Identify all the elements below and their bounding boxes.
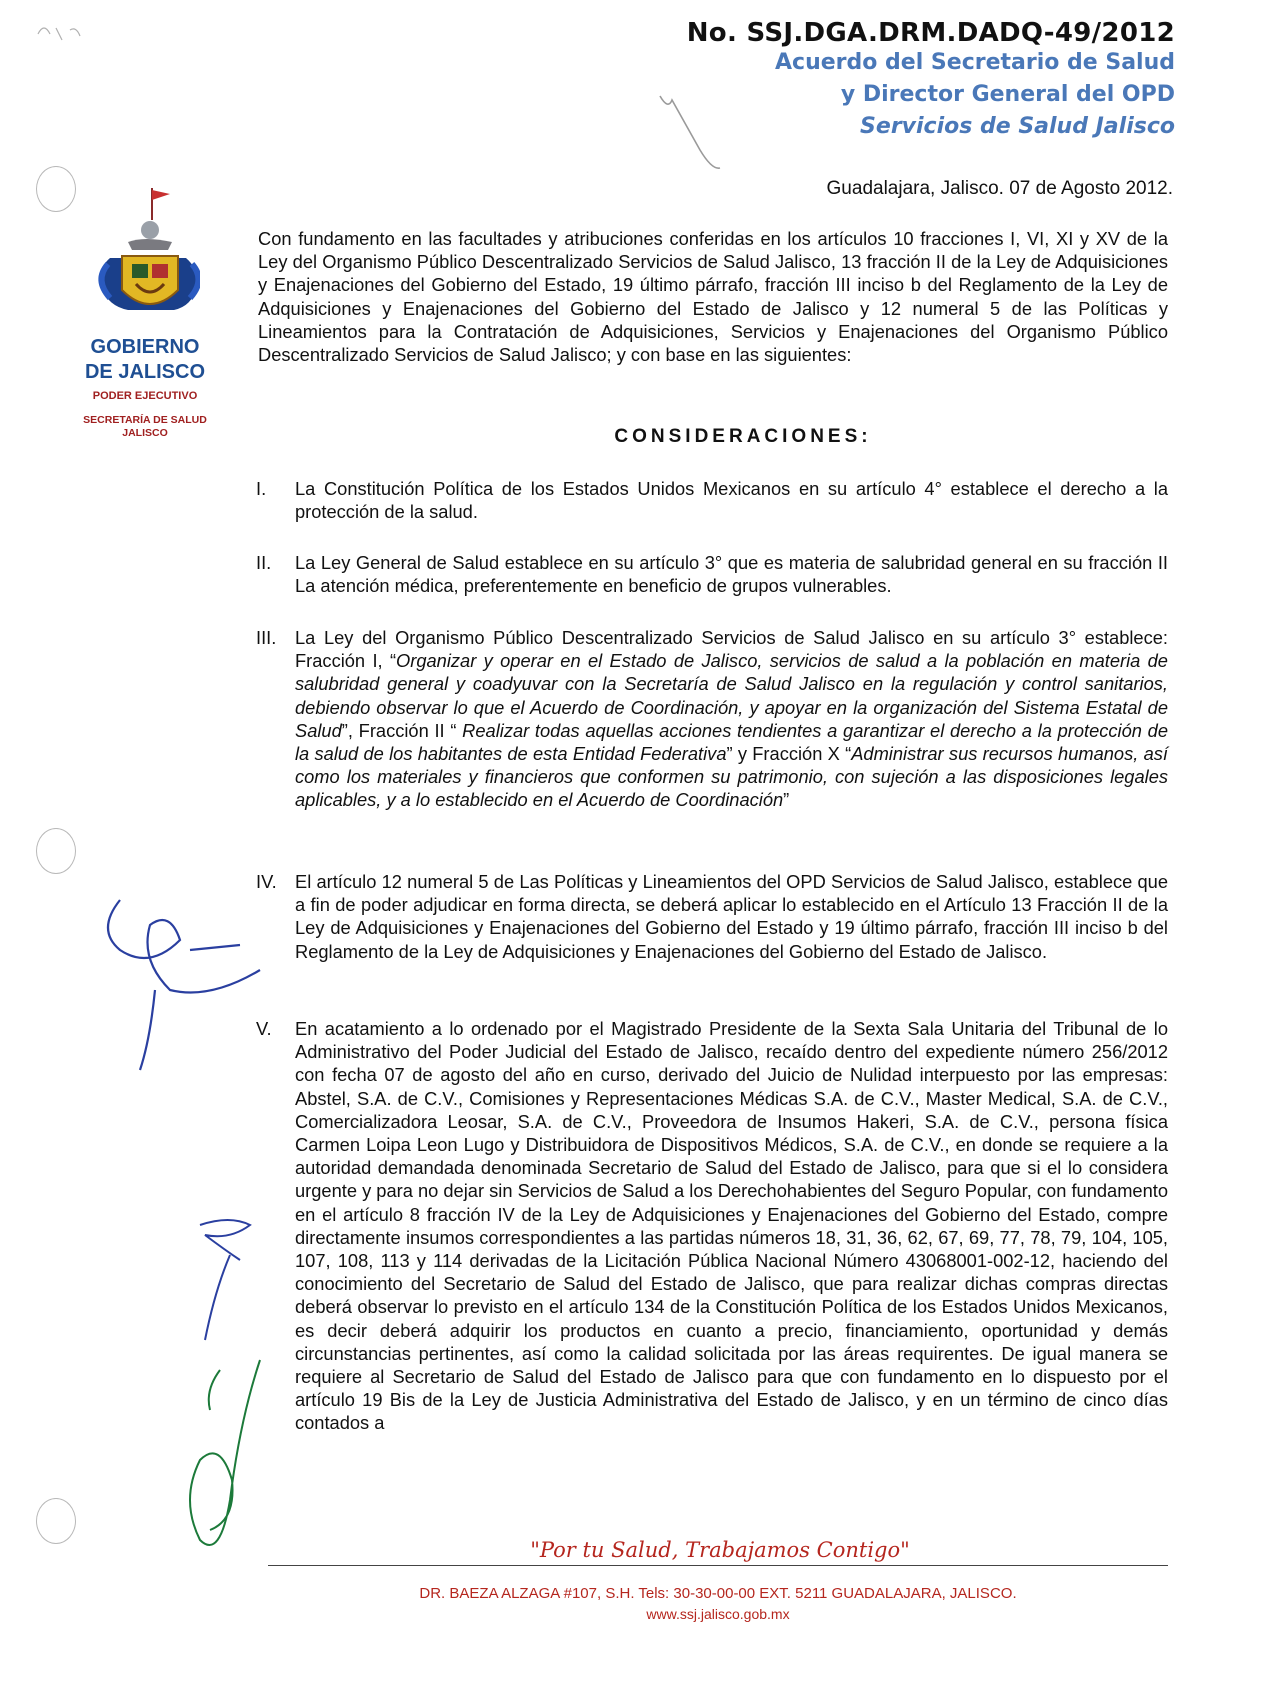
item-number: III.: [256, 627, 277, 648]
footer-address: DR. BAEZA ALZAGA #107, S.H. Tels: 30-30-00-00 EXT. 5211 GUADALAJARA, JALISCO.: [419, 1585, 1017, 1602]
punch-hole-middle: [36, 828, 76, 874]
punch-hole-bottom: [36, 1498, 76, 1544]
blue-signature-1: [108, 900, 260, 1070]
item-text-5: En acatamiento a lo ordenado por el Magistrado Presidente de la Sexta Sala Unitaria del Tribunal de lo Administrativo del Poder Judicial del Estado de Jalisco, recaído dentro del expediente número 256/2012 con fecha 07 de agosto del año en curso, derivado del Juicio de Nulidad interpuesto por las empresas: Abstel, S.A. de C.V., Comisiones y Representaciones Médicas S.A. de C.V., Master Medical, S.A. de C.V., Comercializadora Leosar, S.A. de C.V., Proveedora de Insumos Hakeri, S.A. de C.V., persona física Carmen Loipa Leon Lugo y Distribuidora de Dispositivos Médicos, S.A. de C.V., en donde se requiere a la autoridad demandada denominada Secretario de Salud del Estado de Jalisco, para que si el lo considera urgente y para no dejar sin Servicios de Salud a los Derechohabientes del Seguro Popular, con fundamento en el artículo 8 fracción IV de la Ley de Adquisiciones y Enajenaciones del Gobierno del Estado, compre directamente insumos correspondientes a las partidas números 18, 31, 36, 62, 67, 69, 77, 78, 79, 104, 105, 107, 108, 113 y 114 derivadas de la Licitación Pública Nacional Número 43068001-002-12, haciendo del conocimiento del Secretario de Salud del Estado de Jalisco, que para realizar dichas compras directas deberá observar lo previsto en el artículo 134 de la Constitución Política de los Estados Unidos Mexicanos, es decir deberá adquirir los productos en cuanto a precio, financiamiento, oportunidad y demás circunstancias pertinentes, así como la calidad solicitada por las áreas requirentes. De igual manera se requiere al Secretario de Salud del Estado de Jalisco para que con fundamento en lo dispuesto por el artículo 19 Bis de la Ley de Justicia Administrativa del Estado de Jalisco, y en un término de cinco días contados a: [295, 1018, 1168, 1434]
footer-website: www.ssj.jalisco.gob.mx: [646, 1606, 790, 1622]
intro-paragraph: Con fundamento en las facultades y atribuciones conferidas en los artículos 10 fracciones I, VI, XI y XV de la Ley del Organismo Público Descentralizado Servicios de Salud Jalisco, 13 fracción II de la Ley de Adquisiciones y Enajenaciones del Gobierno del Estado, 19 último párrafo, fracción III inciso b del Reglamento de la Ley de Adquisiciones y Enajenaciones del Gobierno del Estado de Jalisco y 12 numeral 5 de las Políticas y Lineamientos para la Contratación de Adquisiciones, Servicios y Enajenaciones del Organismo Público Descentralizado Servicios de Salud Jalisco; y con base en las siguientes:: [258, 228, 1168, 366]
blue-signature-2: [200, 1220, 250, 1340]
footer-divider: [268, 1565, 1168, 1566]
item-text-4: El artículo 12 numeral 5 de Las Políticas y Lineamientos del OPD Servicios de Salud Jalisco, establece que a fin de poder adjudicar en forma directa, se deberá aplicar lo establecido en el Artículo 13 Fracción II de la Ley de Adquisiciones y Enajenaciones del Gobierno del Estado y 19 último párrafo, fracción III inciso b del Reglamento de la Ley de Adquisiciones y Enajenaciones del Gobierno del Estado de Jalisco.: [295, 871, 1168, 962]
header-line-2: y Director General del OPD: [840, 82, 1175, 107]
item-text-3: [295, 626, 1168, 812]
footer-slogan: "Por tu Salud, Trabajamos Contigo": [530, 1538, 910, 1562]
document-date: Guadalajara, Jalisco. 07 de Agosto 2012.: [826, 178, 1173, 199]
document-number: No. SSJ.DGA.DRM.DADQ-49/2012: [686, 18, 1175, 48]
logo-text-poder-ejecutivo: PODER EJECUTIVO: [92, 390, 198, 402]
item-3-part-e: ” y Fracción X “: [726, 743, 852, 765]
header-line-1: Acuerdo del Secretario de Salud: [775, 50, 1175, 75]
green-signature: [190, 1360, 260, 1545]
header-line-3: Servicios de Salud Jalisco: [860, 114, 1175, 139]
pencil-check-mark: [660, 96, 720, 168]
item-3-part-a: La Ley del Organismo Público Descentralizado Servicios de Salud Jalisco en su artículo 3° establece: Fracción I, “: [295, 627, 1168, 672]
logo-text-secretaria: SECRETARÍA DE SALUD JALISCO: [83, 414, 207, 439]
item-number: II.: [256, 552, 272, 573]
item-3-part-c: ”, Fracción II “: [341, 719, 463, 741]
item-text-2: La Ley General de Salud establece en su artículo 3° que es materia de salubridad general en su fracción II La atención médica, preferentemente en beneficio de grupos vulnerables.: [295, 552, 1168, 597]
item-text-1: La Constitución Política de los Estados Unidos Mexicanos en su artículo 4° establece el derecho a la protección de la salud.: [295, 478, 1168, 523]
jalisco-coat-of-arms-logo: [88, 180, 200, 335]
pencil-mark-top: [38, 28, 80, 40]
item-3-quote-fraccion-x: Administrar sus recursos humanos, así como los materiales y financieros que conformen su patrimonio, con sujeción a las disposiciones legales aplicables, y a lo establecido en el Acuerdo de Coordinación: [295, 743, 1168, 811]
logo-text-gobierno: GOBIERNO: [90, 336, 200, 358]
item-number: V.: [256, 1018, 272, 1039]
item-3-quote-fraccion-i: Organizar y operar en el Estado de Jalisco, servicios de salud a la población en materia de salubridad general y coadyuvar con la Secretaría de Salud Jalisco en la regulación y control sanitarios, debiendo observar lo que el Acuerdo de Coordinación, y apoyar en la organización del Sistema Estatal de Salud: [295, 650, 1168, 741]
section-title: CONSIDERACIONES:: [614, 426, 872, 447]
item-number: I.: [256, 478, 267, 499]
item-3-part-g: ”: [783, 789, 790, 811]
punch-hole-top: [36, 166, 76, 212]
item-3-quote-fraccion-ii: Realizar todas aquellas acciones tendientes a garantizar el derecho a la protección de la salud de los habitantes de esta Entidad Federativa: [295, 719, 1168, 765]
logo-text-de-jalisco: DE JALISCO: [84, 361, 206, 383]
item-number: IV.: [256, 871, 277, 892]
